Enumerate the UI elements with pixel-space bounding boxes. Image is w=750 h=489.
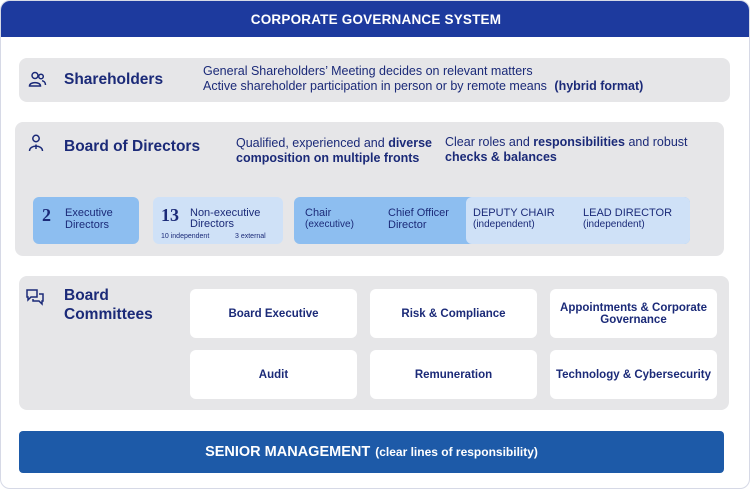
nonexecutive-label-2: Directors — [190, 218, 235, 230]
board-desc-composition — [236, 136, 432, 166]
role-chair-sub: (executive) — [305, 219, 354, 230]
executive-count: 2 — [42, 205, 51, 225]
board-desc-1-bold-2: composition on multiple fronts — [236, 151, 420, 165]
independent-count: 10 independent — [161, 233, 210, 240]
committee-audit: Audit — [190, 350, 357, 399]
role-chief-officer-label: Chief Officer — [388, 207, 449, 219]
users-icon — [27, 69, 47, 94]
shareholders-line-1: General Shareholders’ Meeting decides on relevant matters — [203, 64, 533, 78]
committees-title-1: Board — [64, 287, 109, 304]
committee-remuneration: Remuneration — [370, 350, 537, 399]
role-chief-officer-sub: Director — [388, 219, 427, 231]
executive-label-2: Directors — [65, 219, 110, 231]
role-lead-director-label: LEAD DIRECTOR — [583, 207, 673, 219]
role-chair-label: Chair — [305, 207, 332, 219]
board-desc-roles — [445, 135, 688, 165]
board-desc-2-bold-2: checks & balances — [445, 150, 557, 164]
committees-panel — [19, 276, 729, 410]
senior-management-bar — [19, 431, 724, 473]
committee-risk-compliance: Risk & Compliance — [370, 289, 537, 338]
board-desc-2-text-2: and robust — [628, 135, 688, 149]
board-desc-1-bold: diverse — [388, 136, 432, 150]
chat-bubbles-icon — [25, 287, 45, 312]
nonexecutive-count: 13 — [161, 205, 179, 225]
senior-management-subtitle: (clear lines of responsibility) — [375, 445, 538, 459]
shareholders-line-2 — [203, 79, 643, 94]
role-deputy-chair-label: DEPUTY CHAIR — [473, 207, 555, 219]
executive-label-1: Executive — [65, 207, 113, 219]
board-desc-1-text: Qualified, experienced and — [236, 136, 385, 150]
senior-management-title: SENIOR MANAGEMENT — [205, 444, 371, 460]
committees-title-2: Committees — [64, 306, 153, 323]
role-lead-director-sub: (independent) — [583, 219, 645, 230]
board-desc-2-text: Clear roles and — [445, 135, 530, 149]
shareholders-line-2-text: Active shareholder participation in person or by remote means — [203, 79, 547, 93]
shareholders-title: Shareholders — [64, 71, 164, 88]
board-desc-2-bold: responsibilities — [533, 135, 625, 149]
page-title: CORPORATE GOVERNANCE SYSTEM — [1, 1, 750, 37]
hybrid-format-text: (hybrid format) — [554, 79, 644, 93]
nonexecutive-label-1: Non-executive — [190, 207, 261, 219]
executive-directors-card — [33, 197, 139, 244]
committee-appointments: Appointments & Corporate Governance — [550, 289, 717, 338]
board-panel — [15, 122, 724, 256]
committee-board-executive: Board Executive — [190, 289, 357, 338]
shareholders-panel — [19, 58, 730, 102]
external-count: 3 external — [235, 233, 266, 240]
committee-technology-cybersecurity: Technology & Cybersecurity — [550, 350, 717, 399]
role-deputy-chair-sub: (independent) — [473, 219, 535, 230]
nonexecutive-directors-card — [153, 197, 283, 244]
board-title: Board of Directors — [64, 138, 201, 155]
person-icon — [27, 133, 45, 158]
